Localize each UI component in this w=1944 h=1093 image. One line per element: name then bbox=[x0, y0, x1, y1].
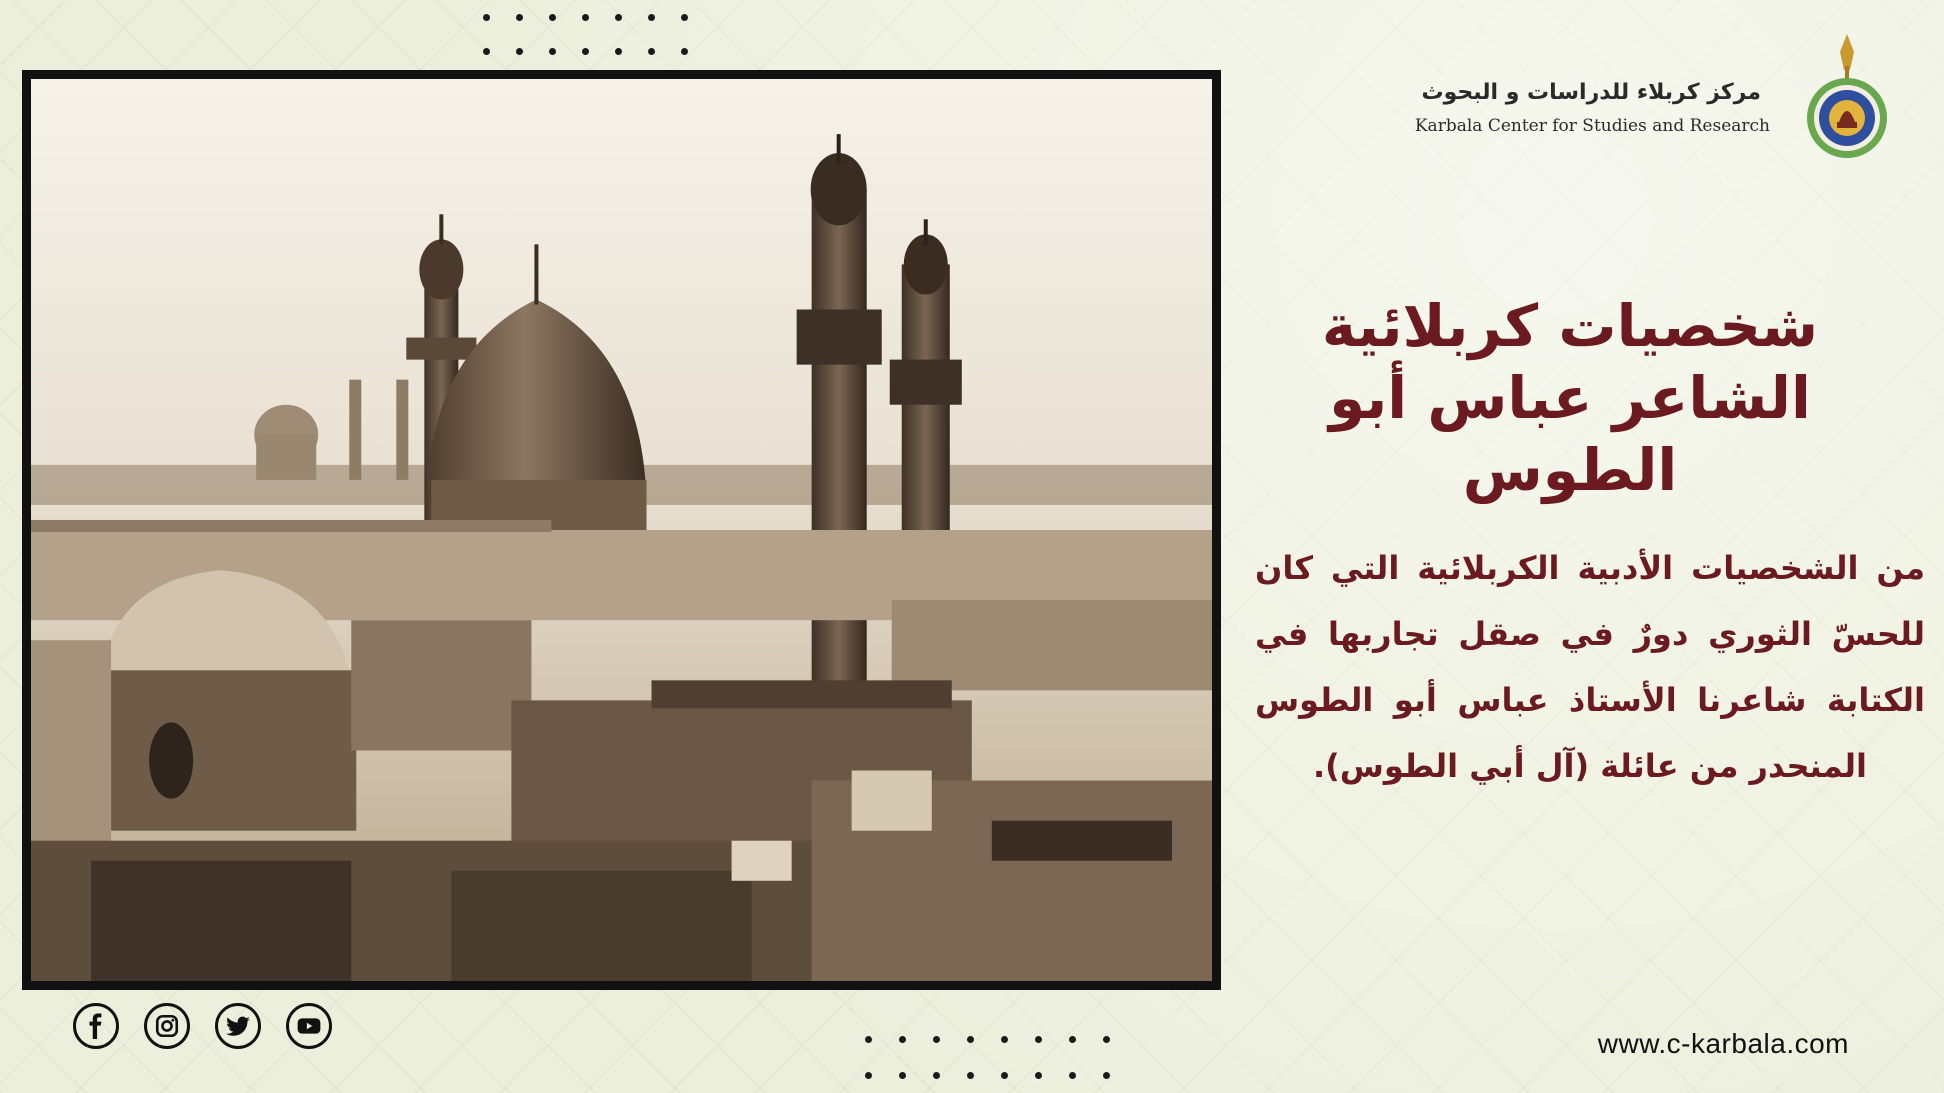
decorative-dot bbox=[582, 14, 589, 21]
decorative-dot bbox=[899, 1072, 906, 1079]
decorative-dot bbox=[615, 14, 622, 21]
decorative-dot bbox=[865, 1036, 872, 1043]
decorative-dot bbox=[483, 48, 490, 55]
decorative-dot bbox=[648, 48, 655, 55]
decorative-dot bbox=[933, 1072, 940, 1079]
decorative-dot bbox=[516, 48, 523, 55]
decorative-dots-top bbox=[483, 14, 688, 55]
decorative-dot bbox=[1103, 1036, 1110, 1043]
website-url[interactable]: www.c-karbala.com bbox=[1597, 1028, 1849, 1059]
decorative-dot bbox=[681, 14, 688, 21]
decorative-dot bbox=[1035, 1072, 1042, 1079]
decorative-dot bbox=[681, 48, 688, 55]
decorative-dot bbox=[1069, 1036, 1076, 1043]
decorative-dot bbox=[549, 14, 556, 21]
org-name-arabic: مركز كربلاء للدراسات و البحوث bbox=[1421, 80, 1761, 105]
decorative-dot bbox=[1069, 1072, 1076, 1079]
decorative-dots-bottom bbox=[865, 1036, 1110, 1079]
decorative-dot bbox=[967, 1072, 974, 1079]
decorative-dot bbox=[648, 14, 655, 21]
decorative-dot bbox=[1103, 1072, 1110, 1079]
decorative-dot bbox=[967, 1036, 974, 1043]
karbala-center-logo-icon bbox=[1804, 30, 1890, 162]
decorative-dot bbox=[865, 1072, 872, 1079]
decorative-dot bbox=[1001, 1072, 1008, 1079]
shrine-photo bbox=[31, 79, 1212, 981]
decorative-dot bbox=[516, 14, 523, 21]
decorative-dot bbox=[615, 48, 622, 55]
title-line-2: الشاعر عباس أبو الطوس bbox=[1329, 364, 1811, 504]
facebook-icon[interactable] bbox=[73, 1003, 119, 1049]
decorative-dot bbox=[1001, 1036, 1008, 1043]
decorative-dot bbox=[899, 1036, 906, 1043]
decorative-dot bbox=[549, 48, 556, 55]
decorative-dot bbox=[582, 48, 589, 55]
title-block bbox=[1240, 290, 1900, 506]
decorative-dot bbox=[483, 14, 490, 21]
decorative-dot bbox=[1035, 1036, 1042, 1043]
youtube-icon[interactable] bbox=[286, 1003, 332, 1049]
title-line-1: شخصيات كربلائية bbox=[1321, 292, 1819, 360]
org-name-english: Karbala Center for Studies and Research bbox=[1414, 116, 1770, 136]
social-links bbox=[73, 1003, 332, 1049]
body-paragraph: من الشخصيات الأدبية الكربلائية التي كان للحسّ الثوري دورٌ في صقل تجاربها في الكتابة شاعرنا الأستاذ عباس أبو الطوس المنحدر من عائلة (آل أبي الطوس). bbox=[1255, 549, 1925, 785]
instagram-icon[interactable] bbox=[144, 1003, 190, 1049]
photo-frame bbox=[22, 70, 1221, 990]
decorative-dot bbox=[933, 1036, 940, 1043]
twitter-icon[interactable] bbox=[215, 1003, 261, 1049]
org-logo-block bbox=[1414, 28, 1910, 168]
